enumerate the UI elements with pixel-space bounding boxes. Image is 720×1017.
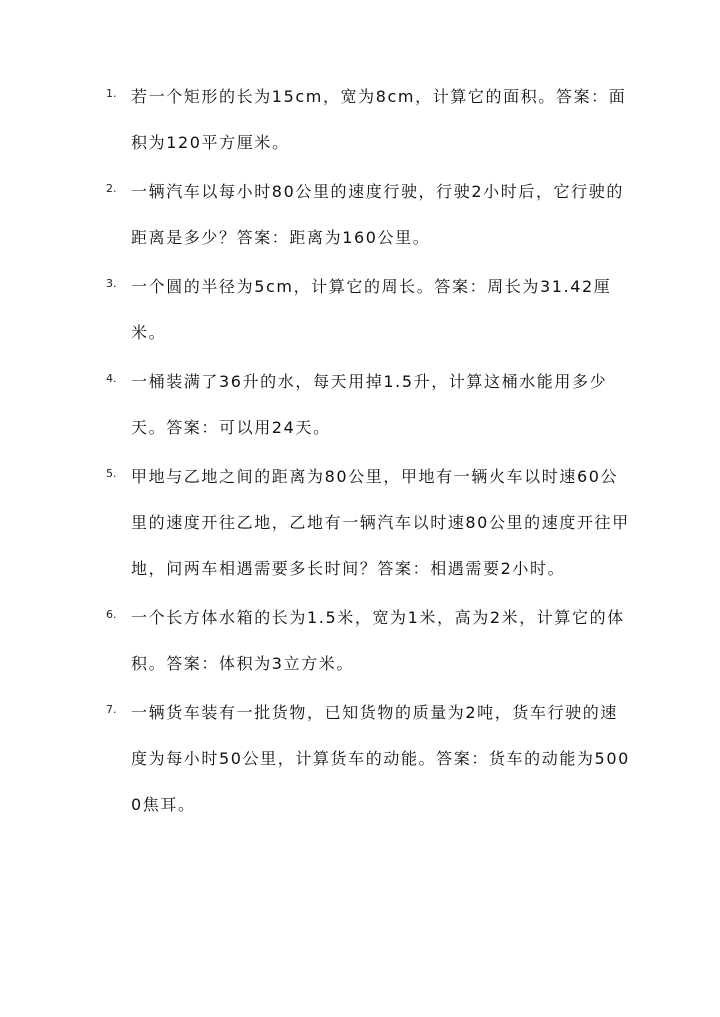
list-item (0, 264, 720, 356)
item-text: 一辆货车装有一批货物，已知货物的质量为2吨，货车行驶的速度为每小时50公里，计算货车的动能。答案：货车的动能为5000焦耳。 (131, 703, 630, 814)
item-text: 一个长方体水箱的长为1.5米，宽为1米，高为2米，计算它的体积。答案：体积为3立方米。 (131, 608, 625, 673)
item-number: 7. (106, 703, 117, 716)
item-text: 一桶装满了36升的水，每天用掉1.5升，计算这桶水能用多少天。答案：可以用24天。 (131, 372, 608, 437)
item-number: 4. (106, 372, 117, 385)
item-number: 2. (106, 182, 117, 195)
item-text: 甲地与乙地之间的距离为80公里，甲地有一辆火车以时速60公里的速度开往乙地，乙地有一辆汽车以时速80公里的速度开往甲地，问两车相遇需要多长时间？答案：相遇需要2小时。 (131, 467, 630, 578)
item-text: 一个圆的半径为5cm，计算它的周长。答案：周长为31.42厘米。 (131, 277, 612, 342)
item-number: 5. (106, 467, 117, 480)
list-item (0, 595, 720, 687)
list-item (0, 454, 720, 592)
list-item (0, 359, 720, 451)
document-page (0, 74, 720, 831)
list-item (0, 690, 720, 828)
item-number: 3. (106, 277, 117, 290)
item-text: 一辆汽车以每小时80公里的速度行驶，行驶2小时后，它行驶的距离是多少？答案：距离为160公里。 (131, 182, 624, 247)
item-text: 若一个矩形的长为15cm，宽为8cm，计算它的面积。答案：面积为120平方厘米。 (131, 87, 627, 152)
item-number: 6. (106, 608, 117, 621)
item-number: 1. (106, 87, 117, 100)
list-item (0, 169, 720, 261)
list-item (0, 74, 720, 166)
